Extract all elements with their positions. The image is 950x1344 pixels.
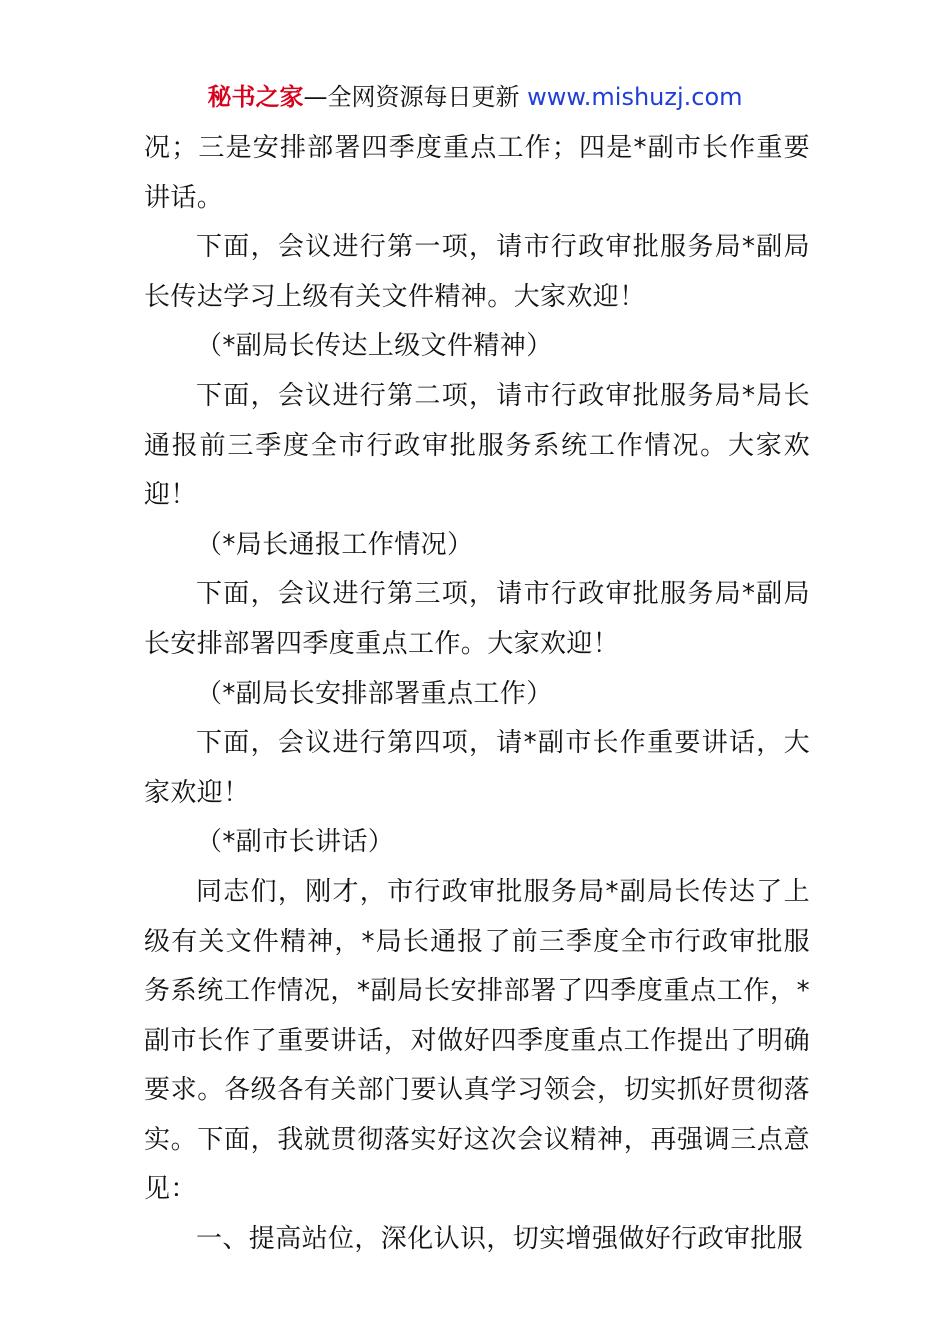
brand-name: 秘书之家 bbox=[207, 83, 304, 111]
paragraph-item-four: 下面，会议进行第四项，请*副市长作重要讲话，大家欢迎！ bbox=[144, 728, 810, 808]
paragraph-item-three: 下面，会议进行第三项，请市行政审批服务局*副局长安排部署四季度重点工作。大家欢迎！ bbox=[144, 579, 810, 659]
paragraph-continued: 况；三是安排部署四季度重点工作；四是*副市长作重要讲话。 bbox=[144, 133, 810, 213]
header-tagline: —全网资源每日更新 bbox=[303, 83, 528, 111]
site-url-link[interactable]: www.mishuzj.com bbox=[527, 83, 743, 111]
paragraph-item-one: 下面，会议进行第一项，请市行政审批服务局*副局长传达学习上级有关文件精神。大家欢迎！ bbox=[144, 232, 810, 312]
paragraph-summary: 同志们，刚才，市行政审批服务局*副局长传达了上级有关文件精神，*局长通报了前三季度全市行政审批服务系统工作情况，*副局长安排部署了四季度重点工作，*副市长作了重要讲话，对做好四季度重点工作提出了明确要求。各级各有关部门要认真学习领会，切实抓好贯彻落实。下面，我就贯彻落实好这次会议精神，再强调三点意见： bbox=[144, 876, 810, 1205]
paragraph-item-two: 下面，会议进行第二项，请市行政审批服务局*局长通报前三季度全市行政审批服务系统工作情况。大家欢迎！ bbox=[144, 380, 810, 511]
section-heading-one: 一、提高站位，深化认识，切实增强做好行政审批服 bbox=[196, 1224, 804, 1255]
site-header bbox=[0, 80, 950, 114]
note-item-four: （*副市长讲话） bbox=[196, 827, 395, 858]
note-item-two: （*局长通报工作情况） bbox=[196, 529, 474, 560]
note-item-one: （*副局长传达上级文件精神） bbox=[196, 331, 553, 362]
note-item-three: （*副局长安排部署重点工作） bbox=[196, 678, 553, 709]
document-body bbox=[144, 124, 810, 1265]
